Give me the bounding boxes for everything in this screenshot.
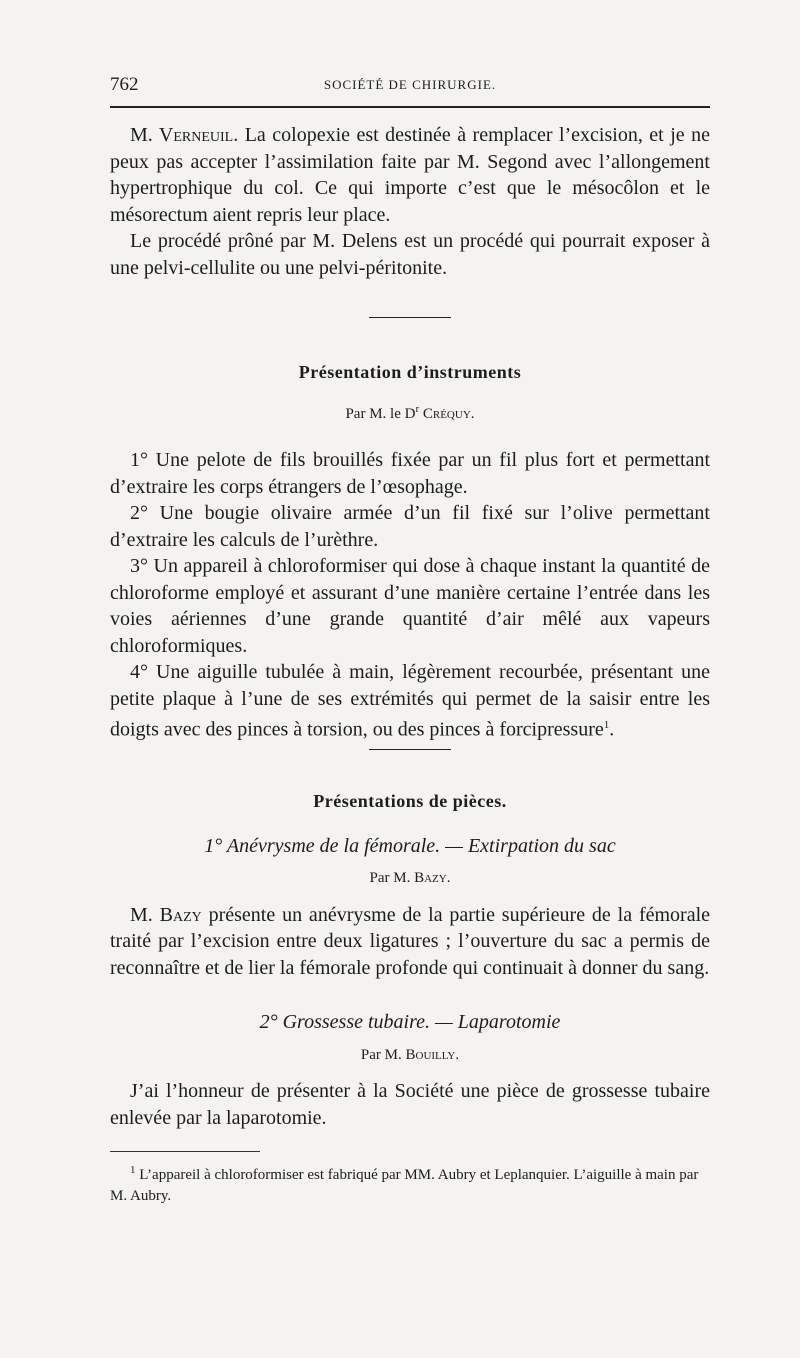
speaker-name: M. Verneuil.: [130, 124, 239, 146]
header-rule: [110, 106, 710, 108]
byline-prefix: Par M.: [360, 1046, 402, 1063]
page-header: [110, 72, 710, 102]
footnote: [110, 1160, 710, 1207]
section-heading-instruments: Présentation d’instruments: [298, 362, 522, 382]
section-heading-pieces: Présentations de pièces.: [313, 791, 507, 812]
instrument-item: [110, 659, 710, 743]
case-2-paragraph: J’ai l’honneur de présenter à la Société une pièce de grossesse tubaire enlevée par la laparotomie.: [110, 1080, 710, 1129]
byline-superscript: r: [415, 402, 420, 415]
author-name: Bouilly.: [405, 1046, 460, 1063]
byline-case-2: [110, 1042, 710, 1069]
paragraph-text: présente un anévrysme de la partie supérieure de la fémorale traité par l’excision entre deux ligatures ; l’ouverture du sac a permis de reconnaître et de lier la fémorale profonde qui continuait à donner du sang.: [110, 903, 711, 979]
instrument-item-end: .: [609, 718, 615, 741]
footnote-text: L’appareil à chloroformiser est fabriqué par MM. Aubry et Leplanquier. L’aiguille à main par M. Aubry.: [110, 1167, 699, 1205]
section-separator: [369, 317, 451, 318]
page-number: 762: [110, 74, 139, 95]
instrument-item: 3° Un appareil à chloroformiser qui dose à chaque instant la quantité de chloroforme employé et assurant d’une manière certaine l’entrée dans les voies aériennes d’une grande quantité d’air mêlé aux vapeurs chloroformiques.: [110, 555, 710, 657]
section-separator: [369, 749, 451, 750]
running-head: SOCIÉTÉ DE CHIRURGIE.: [323, 77, 497, 92]
instrument-list: [110, 447, 710, 743]
paragraph-text: La colopexie est destinée à remplacer l’excision, et je ne peux pas accepter l’assimilation faite par M. Segond avec l’allongement hypertrophique du col. Ce qui importe c’est que le mésocôlon et le mésorectum aient repris leur place.: [110, 124, 710, 226]
byline-case-1: [110, 865, 710, 892]
footnote-marker: 1: [130, 1164, 136, 1177]
case-title-2: 2° Grossesse tubaire. — Laparotomie: [259, 1011, 561, 1034]
verneuil-paragraph: [110, 122, 710, 228]
footnote-marker: 1: [603, 719, 610, 731]
instrument-item: 2° Une bougie olivaire armée d’un fil fixé sur l’olive permettant d’extraire les calculs de l’urèthre.: [110, 502, 710, 551]
author-name: Bazy.: [414, 870, 451, 887]
byline-prefix: Par M.: [369, 870, 411, 887]
byline-instruments: [110, 396, 710, 428]
verneuil-paragraph-2: Le procédé prôné par M. Delens est un procédé qui pourrait exposer à une pelvi-cellulite ou une pelvi-péritonite.: [110, 230, 710, 279]
footnote-rule: [110, 1151, 260, 1152]
byline-prefix: Par M. le D: [345, 405, 416, 422]
case-1-paragraph: [110, 902, 710, 982]
speaker-name: M. Bazy: [130, 903, 202, 926]
instrument-item: 1° Une pelote de fils brouillés fixée par un fil plus fort et permettant d’extraire les corps étrangers de l’œsophage.: [110, 449, 710, 498]
author-name: Créquy.: [422, 405, 475, 422]
case-title-1: 1° Anévrysme de la fémorale. — Extirpation du sac: [204, 834, 616, 857]
instrument-item-text: 4° Une aiguille tubulée à main, légèrement recourbée, présentant une petite plaque à l’une de ses extrémités qui permet de la saisir entre les doigts avec des pinces à torsion, ou des pinces à forcipressure: [110, 661, 710, 741]
page-body: [110, 122, 710, 1207]
